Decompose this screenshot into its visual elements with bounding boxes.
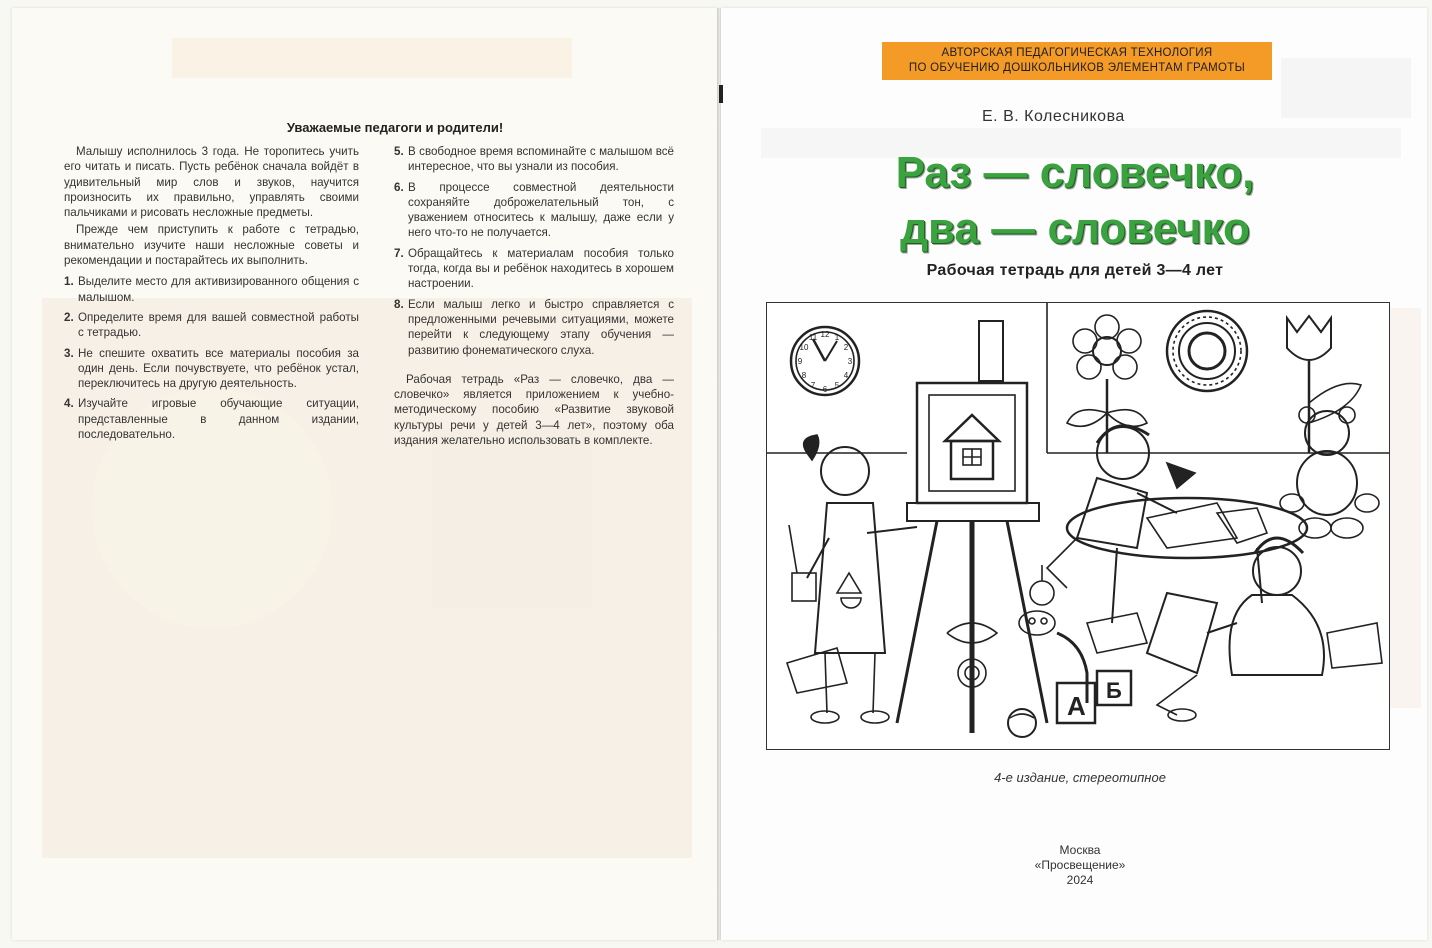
illustration-drawing (767, 303, 1389, 749)
tip-number: 2. (64, 310, 74, 324)
block-letter: А (1067, 691, 1086, 721)
clock-number: 9 (797, 357, 803, 366)
block-letter: Б (1106, 678, 1122, 703)
clock-number: 1 (834, 333, 840, 342)
tip-number: 8. (394, 297, 404, 311)
advice-column-right (394, 144, 674, 448)
tip-text: В свободное время вспоминайте с малышом всё интересное, что вы узнали из пособия. (408, 145, 674, 174)
left-page (12, 8, 718, 940)
tip-text: В процессе совместной деятельности сохраняйте доброжелательный тон, с уважением относитесь к малышу, даже если у него что-то не получается. (408, 180, 674, 240)
clock-number: 12 (820, 330, 830, 339)
ball-icon (1008, 709, 1036, 737)
intro-paragraph: Малышу исполнилось 3 года. Не торопитесь учить его читать и писать. Пусть ребёнок сначала войдёт в удивительный мир слов и звуков, научится произносить их правильно, управлять своими пальчиками и рисовать несложные предметы. (64, 145, 359, 220)
tip-item (64, 396, 359, 442)
sun-icon (1167, 311, 1247, 391)
technology-banner (882, 42, 1272, 80)
intro-paragraph: Прежде чем приступить к работе с тетрадью, внимательно изучите наши несложные советы и рекомендации и постарайтесь их выполнить. (64, 223, 359, 268)
banner-line: ПО ОБУЧЕНИЮ ДОШКОЛЬНИКОВ ЭЛЕМЕНТАМ ГРАМОТЫ (908, 62, 1246, 74)
tip-text: Не спешите охватить все материалы пособия за один день. Если почувствуете, что ребёнок устал, переключитесь на другую деятельность. (78, 346, 359, 391)
tip-item (64, 274, 359, 305)
tip-item (394, 246, 674, 292)
banner-line: АВТОРСКАЯ ПЕДАГОГИЧЕСКАЯ ТЕХНОЛОГИЯ (941, 47, 1213, 59)
paper-sheet (1327, 623, 1382, 668)
tip-text: Изучайте игровые обучающие ситуации, представленные в данном издании, последовательно. (78, 397, 359, 442)
page-heading: Уважаемые педагоги и родители! (286, 120, 504, 135)
alphabet-blocks-icon (1057, 671, 1131, 723)
tip-number: 7. (394, 246, 404, 260)
easel-drawing (897, 321, 1047, 733)
tip-text: Выделите место для активизированного общения с малышом. (78, 275, 359, 304)
imprint-publisher: «Просвещение» (1034, 858, 1126, 872)
author-name: Е. В. Колесникова (982, 108, 1125, 125)
clock-number: 6 (822, 385, 828, 394)
tip-item (394, 297, 674, 358)
tip-number: 3. (64, 346, 74, 360)
girl-sitting-figure (1147, 538, 1324, 721)
clock-number: 10 (799, 343, 809, 352)
imprint-year: 2024 (1066, 873, 1094, 887)
clock-icon (791, 327, 859, 395)
book-title (840, 145, 1310, 257)
tip-text: Определите время для вашей совместной работы с тетрадью. (78, 310, 359, 340)
tip-item (394, 144, 674, 175)
clock-number: 3 (847, 357, 853, 366)
imprint-city: Москва (1059, 843, 1101, 857)
tip-item (64, 310, 359, 341)
publisher-imprint (980, 843, 1180, 888)
edition-note: 4-е издание, стереотипное (994, 770, 1166, 785)
teddy-bear-icon (1280, 407, 1379, 538)
table-drawing (1067, 498, 1307, 623)
clock-number: 11 (808, 333, 818, 342)
tip-item (394, 180, 674, 241)
girl-painting-figure (789, 435, 917, 723)
spine-mark (719, 85, 723, 103)
clock-number: 8 (801, 371, 807, 380)
clock-number: 7 (810, 381, 816, 390)
tip-text: Если малыш легко и быстро справляется с предложенными речевыми ситуациями, можете перейти к следующему этапу обучения — развитию фонематического слуха. (408, 297, 674, 357)
tip-text: Обращайтесь к материалам пособия только тогда, когда вы и ребёнок находитесь в хорошем настроении. (408, 246, 674, 291)
tip-number: 5. (394, 145, 404, 158)
clock-number: 2 (843, 343, 849, 352)
closing-paragraph: Рабочая тетрадь «Раз — словечко, два — словечко» является приложением к учебно-методическому пособию «Развитие звуковой культуры речи у детей 3—4 лет», поэтому оба издания желательно использовать в комплекте. (394, 372, 674, 448)
clock-number: 5 (834, 381, 840, 390)
tip-number: 1. (64, 275, 74, 289)
cover-illustration (766, 302, 1390, 750)
title-line: Раз — словечко, (895, 148, 1255, 197)
tip-number: 6. (394, 180, 404, 194)
title-line: два — словечко (900, 204, 1250, 253)
boy-drawing-figure (1047, 426, 1195, 588)
paper-sheet (787, 648, 847, 693)
advice-column-left (64, 144, 359, 447)
paper-sheet (1087, 613, 1147, 653)
tip-item (64, 346, 359, 392)
tip-number: 4. (64, 397, 74, 411)
clock-number: 4 (843, 371, 849, 380)
book-subtitle: Рабочая тетрадь для детей 3—4 лет (926, 262, 1224, 279)
